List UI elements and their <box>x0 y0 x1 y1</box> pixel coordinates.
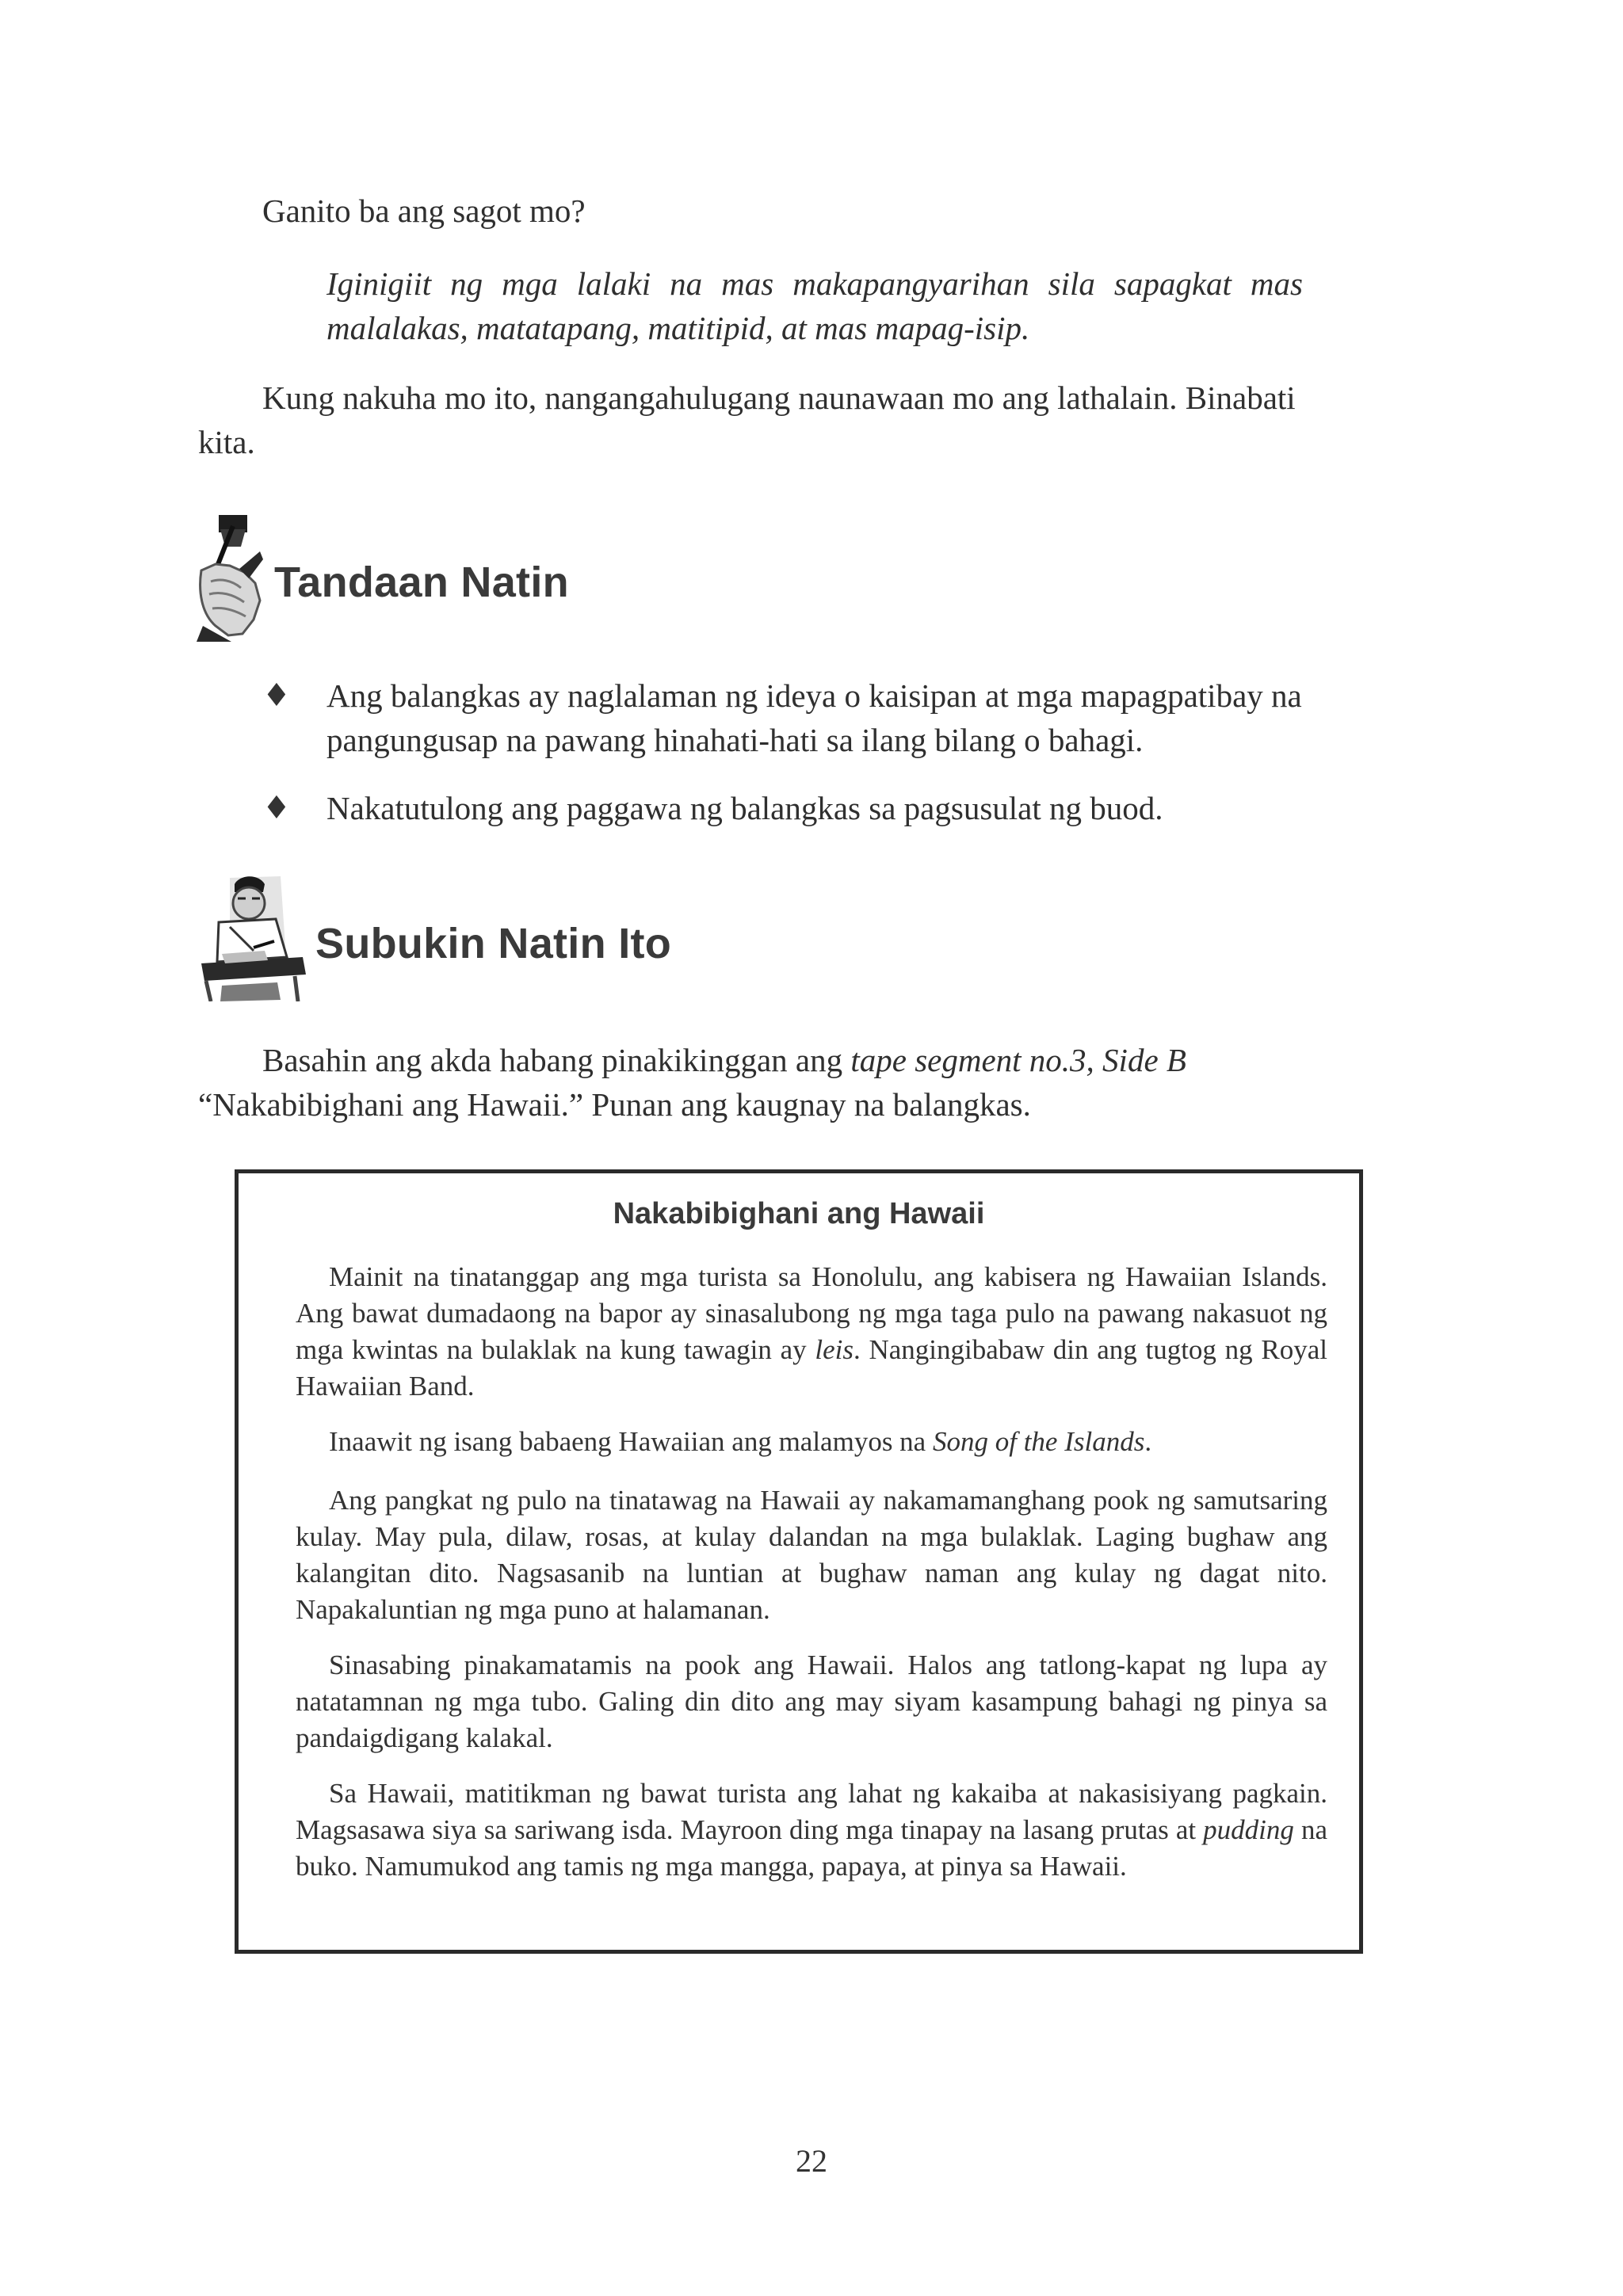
student-writing-icon <box>198 875 306 1001</box>
reading-text: Mainit na tinatanggap ang mga turista sa Honolulu, ang kabisera ng Hawaiian Islands. Ang bawat dumadaong na bapor ay sinasalubong ng mga taga pulo na pawang nakasuot ng mga kwintas na bulaklak na kung tawagin ay <box>296 1261 1327 1365</box>
reading-italic-term: Song of the Islands <box>932 1426 1145 1457</box>
diamond-bullet-icon: ♦ <box>262 790 291 826</box>
instructions-part2: “Nakabibighani ang Hawaii.” Punan ang kaugnay na balangkas. <box>198 1086 1031 1123</box>
reading-text: . Nangingibabaw din ang tugtog ng Royal Hawaiian Band. <box>296 1334 1327 1402</box>
bullet-text: Ang balangkas ay naglalaman ng ideya o kaisipan at mga mapagpatibay na pangungusap na pawang hinahati-hati sa ilang bilang o bahagi. <box>327 677 1302 758</box>
subukin-heading: Subukin Natin Ito <box>315 920 672 967</box>
reading-passage-box <box>235 1169 1363 1954</box>
congrats-text: Kung nakuha mo ito, nangangahulugang naunawaan mo ang lathalain. Binabati kita. <box>198 379 1296 460</box>
reading-text: Sa Hawaii, matitikman ng bawat turista ang lahat ng kakaiba at nakasisiyang pagkain. Magsasawa siya sa sariwang isda. Mayroon ding mga tinapay na lasang prutas at <box>296 1778 1327 1845</box>
reading-text: . <box>1144 1426 1152 1457</box>
instructions-text <box>198 1038 1323 1127</box>
diamond-bullet-icon: ♦ <box>262 677 291 714</box>
reading-title: Nakabibighani ang Hawaii <box>613 1197 985 1230</box>
reading-paragraph: Ang pangkat ng pulo na tinatawag na Hawaii ay nakamamanghang pook ng samutsaring kulay. May pula, dilaw, rosas, at kulay dalandan na mga bulaklak. Laging bughaw ang kalangitan dito. Nagsasanib na luntian at bughaw naman ang kulay ng dagat nito. Napakaluntian ng mga puno at halamanan. <box>296 1485 1327 1625</box>
reading-italic-term: pudding <box>1203 1814 1294 1845</box>
instructions-part1: Basahin ang akda habang pinakikinggan ang <box>262 1042 851 1078</box>
reading-text: na buko. Namumukod ang tamis ng mga mangga, papaya, at pinya sa Hawaii. <box>296 1814 1327 1882</box>
reading-italic-term: leis <box>815 1334 854 1365</box>
hand-writing-icon <box>197 515 265 642</box>
reading-paragraph <box>296 1259 1327 1405</box>
answer-text: Iginigiit ng mga lalaki na mas makapangyarihan sila sapagkat mas malalakas, matatapang, matitipid, at mas mapag-isip. <box>327 265 1303 346</box>
bullet-text: Nakatutulong ang paggawa ng balangkas sa pagsusulat ng buod. <box>327 790 1163 826</box>
tandaan-heading: Tandaan Natin <box>274 559 569 606</box>
reading-paragraph <box>296 1775 1327 1885</box>
question-text: Ganito ba ang sagot mo? <box>262 193 586 229</box>
page-number: 22 <box>796 2143 827 2179</box>
reading-paragraph: Sinasabing pinakamatamis na pook ang Hawaii. Halos ang tatlong-kapat ng lupa ay natatamnan ng mga tubo. Galing din dito ang may siyam kasampung bahagi ng pinya sa pandaigdigang kalakal. <box>296 1650 1327 1753</box>
reading-text: Inaawit ng isang babaeng Hawaiian ang malamyos na <box>329 1426 933 1457</box>
instructions-italic: tape segment no.3, Side B <box>850 1042 1186 1078</box>
reading-paragraph <box>296 1424 1327 1460</box>
